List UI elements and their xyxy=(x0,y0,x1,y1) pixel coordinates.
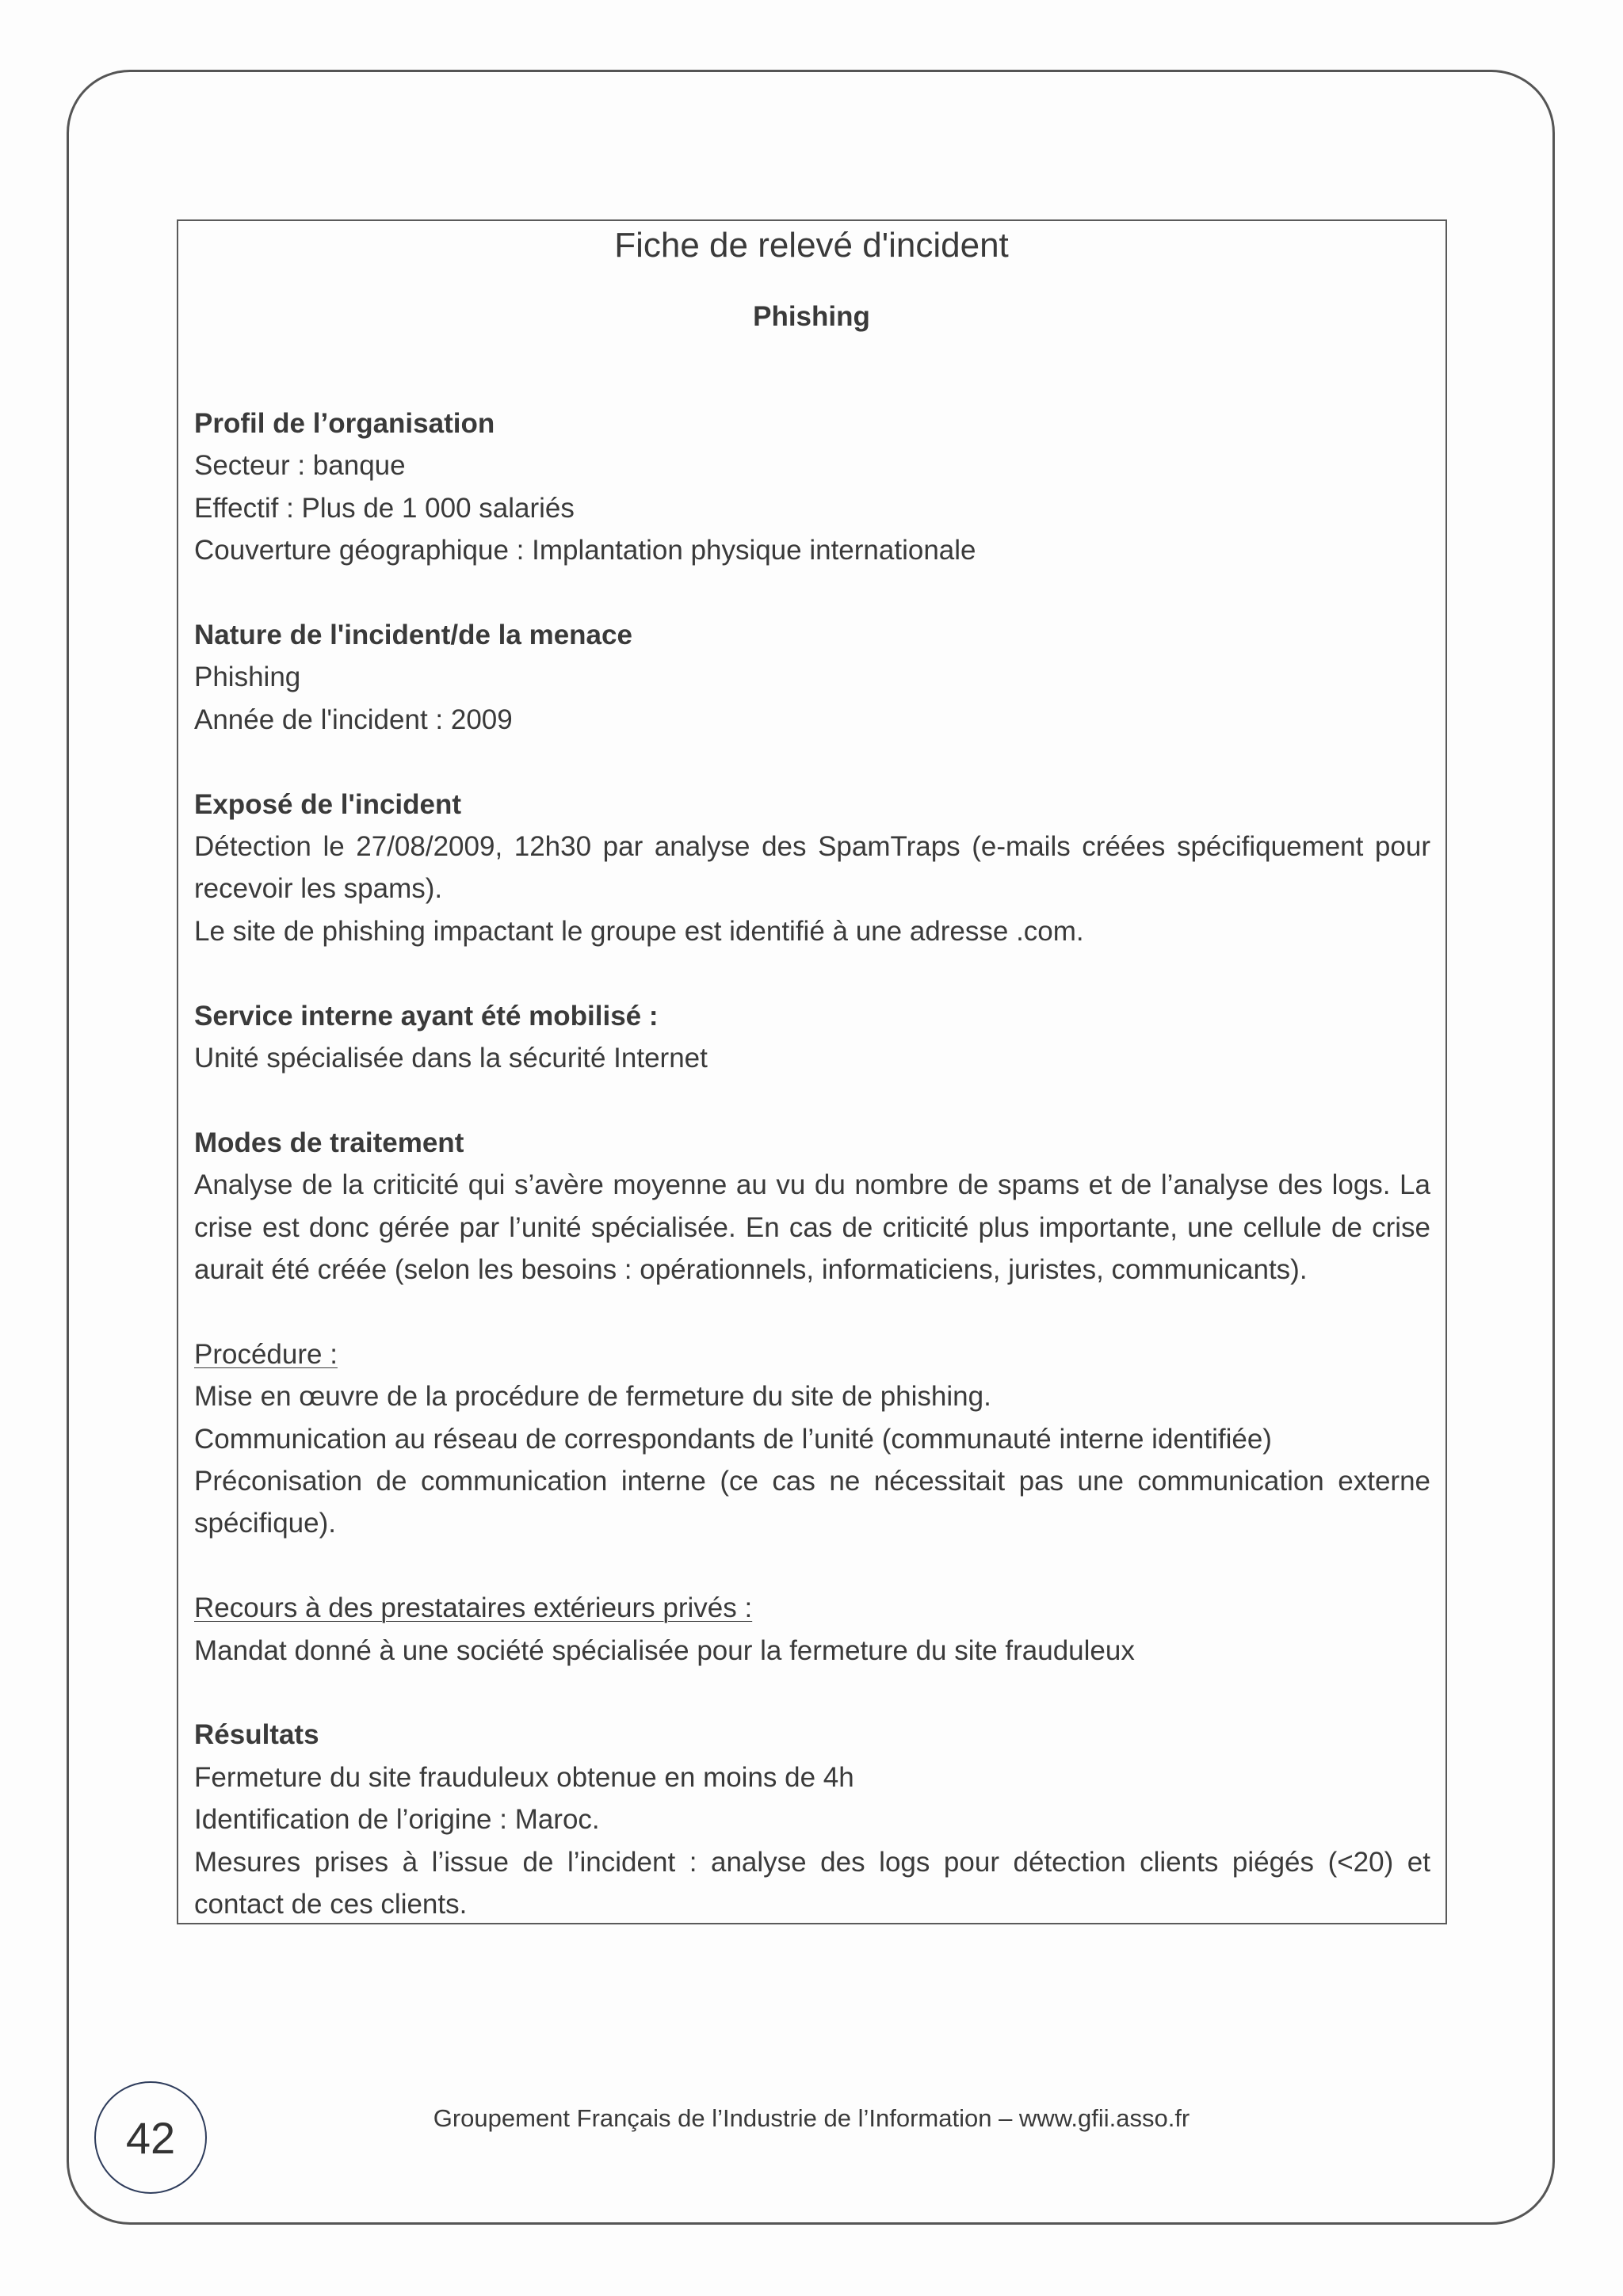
expose-site: Le site de phishing impactant le groupe est identifié à une adresse .com. xyxy=(194,915,1084,947)
section-heading-procedure xyxy=(194,1333,1430,1375)
section-heading-profil: Profil de l’organisation xyxy=(194,408,495,439)
procedure-item: Communication au réseau de correspondants de l’unité (communauté interne identifiée) xyxy=(194,1423,1272,1455)
resultats-item: Mesures prises à l’issue de l’incident : analyse des logs pour détection clients piégés (<20) et contact de ces clients. xyxy=(194,1846,1430,1920)
spacer xyxy=(194,741,1430,783)
profil-effectif: Effectif : Plus de 1 000 salariés xyxy=(194,492,575,524)
service-unite: Unité spécialisée dans la sécurité Internet xyxy=(194,1043,708,1074)
nature-annee: Année de l'incident : 2009 xyxy=(194,704,513,735)
section-heading-nature: Nature de l'incident/de la menace xyxy=(194,620,632,651)
section-heading-service: Service interne ayant été mobilisé : xyxy=(194,1000,659,1032)
procedure-item: Mise en œuvre de la procédure de fermeture du site de phishing. xyxy=(194,1381,991,1413)
modes-analyse: Analyse de la criticité qui s’avère moyenne au vu du nombre de spams et de l’analyse des logs. La crise est donc gérée par l’unité spécialisée. En cas de criticité plus importante, une cellule de crise aurait été créée (selon les besoins : opérationnels, informaticiens, juristes, communicants). xyxy=(194,1169,1430,1286)
profil-secteur: Secteur : banque xyxy=(194,450,406,482)
section-heading-expose: Exposé de l'incident xyxy=(194,788,462,820)
resultats-item: Fermeture du site frauduleux obtenue en moins de 4h xyxy=(194,1761,854,1793)
section-heading-recours xyxy=(194,1587,1430,1629)
section-heading-resultats: Résultats xyxy=(194,1719,319,1751)
resultats-item: Identification de l’origine : Maroc. xyxy=(194,1804,600,1836)
recours-heading-text: Recours à des prestataires extérieurs privés : xyxy=(194,1592,753,1624)
profil-couverture: Couverture géographique : Implantation physique internationale xyxy=(194,535,976,566)
page-number: 42 xyxy=(94,2081,207,2194)
report-title: Fiche de relevé d'incident xyxy=(614,226,1009,265)
nature-type: Phishing xyxy=(194,662,301,693)
spacer xyxy=(194,1291,1430,1333)
spacer xyxy=(194,1672,1430,1714)
recours-mandat: Mandat donné à une société spécialisée pour la fermeture du site frauduleux xyxy=(194,1634,1135,1666)
spacer xyxy=(194,572,1430,614)
footer-text: Groupement Français de l’Industrie de l’Information – www.gfii.asso.fr xyxy=(433,2104,1190,2132)
section-heading-modes: Modes de traitement xyxy=(194,1127,464,1158)
spacer xyxy=(194,952,1430,994)
report-content xyxy=(194,402,1430,1926)
procedure-heading-text: Procédure : xyxy=(194,1338,338,1370)
expose-detection: Détection le 27/08/2009, 12h30 par analyse des SpamTraps (e-mails créées spécifiquement pour recevoir les spams). xyxy=(194,831,1430,905)
procedure-item: Préconisation de communication interne (ce cas ne nécessitait pas une communication externe spécifique). xyxy=(194,1466,1430,1539)
spacer xyxy=(194,1545,1430,1587)
spacer xyxy=(194,1079,1430,1121)
report-subtitle: Phishing xyxy=(753,301,870,332)
